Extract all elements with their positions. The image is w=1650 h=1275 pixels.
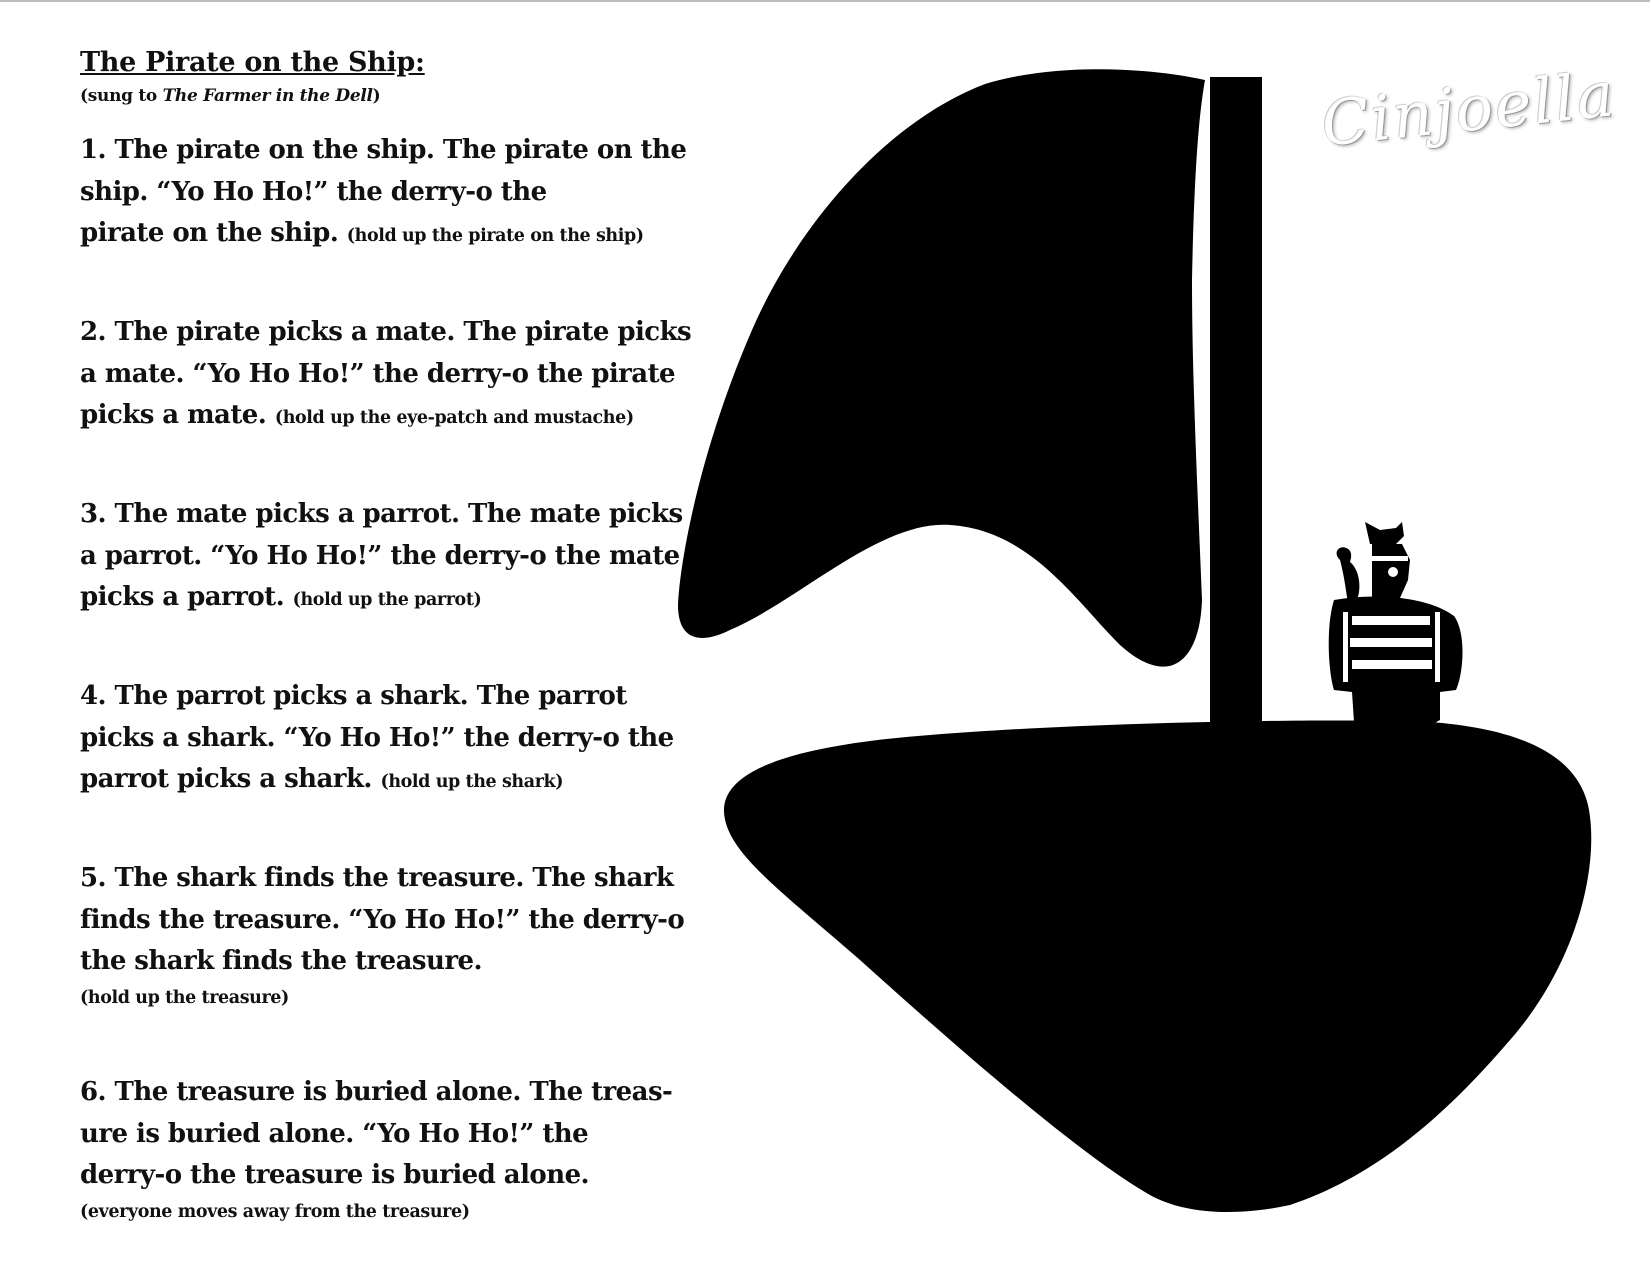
sail-shape bbox=[678, 69, 1205, 666]
verse-line-text: picks a mate. bbox=[80, 400, 267, 430]
verse-line: 2. The pirate picks a mate. The pirate picks bbox=[80, 317, 692, 347]
verse-line: 5. The shark finds the treasure. The shark bbox=[80, 863, 674, 893]
subtitle-suffix: ) bbox=[372, 86, 381, 106]
arm-gap-left bbox=[1343, 612, 1348, 682]
verse-action: (hold up the shark) bbox=[380, 772, 564, 792]
verse-line: picks a shark. “Yo Ho Ho!” the derry-o the bbox=[80, 722, 674, 753]
verse-line: derry-o the treasure is buried alone. bbox=[80, 1160, 590, 1190]
verse-line: the shark finds the treasure. bbox=[80, 946, 482, 976]
shirt-stripe bbox=[1352, 660, 1432, 669]
verse-line: 3. The mate picks a parrot. The mate picks bbox=[80, 499, 683, 529]
verse-line: 4. The parrot picks a shark. The parrot bbox=[80, 681, 627, 711]
pirate-figure bbox=[1329, 522, 1463, 748]
verse-line: a parrot. “Yo Ho Ho!” the derry-o the mate bbox=[80, 540, 680, 571]
verse-line: finds the treasure. “Yo Ho Ho!” the derry-o bbox=[80, 904, 685, 935]
eye-patch-band bbox=[1366, 556, 1408, 561]
subtitle-tune: The Farmer in the Dell bbox=[162, 86, 373, 106]
verse-line: ure is buried alone. “Yo Ho Ho!” the bbox=[80, 1118, 589, 1149]
song-title: The Pirate on the Ship: bbox=[80, 47, 425, 78]
verse-action: (everyone moves away from the treasure) bbox=[80, 1201, 470, 1222]
eye-patch-icon bbox=[1388, 567, 1398, 577]
arm-gap-right bbox=[1435, 612, 1440, 682]
verse-line-text: picks a parrot. bbox=[80, 582, 285, 612]
subtitle-prefix: (sung to bbox=[80, 86, 163, 106]
verse-line-text: parrot picks a shark. bbox=[80, 764, 372, 794]
verse-line-text: pirate on the ship. bbox=[80, 218, 339, 248]
mast bbox=[1210, 77, 1262, 733]
pirate-hat-icon bbox=[1365, 522, 1404, 544]
verse-action: (hold up the eye-patch and mustache) bbox=[274, 408, 634, 428]
watermark-logo: Cinjoella bbox=[1318, 57, 1620, 161]
verse-line: ship. “Yo Ho Ho!” the derry-o the bbox=[80, 176, 547, 207]
verse-action: (hold up the pirate on the ship) bbox=[346, 226, 644, 246]
hull-shape bbox=[724, 721, 1591, 1213]
verse-line: 6. The treasure is buried alone. The treas- bbox=[80, 1077, 673, 1107]
parrot-icon bbox=[1337, 547, 1360, 604]
shirt-stripe bbox=[1352, 616, 1430, 625]
verse-action: (hold up the treasure) bbox=[80, 987, 289, 1008]
verse-line: a mate. “Yo Ho Ho!” the derry-o the pirate bbox=[80, 358, 676, 389]
shirt-stripe bbox=[1350, 638, 1432, 647]
verse-line: 1. The pirate on the ship. The pirate on the bbox=[80, 135, 687, 165]
verse-action: (hold up the parrot) bbox=[292, 590, 482, 610]
